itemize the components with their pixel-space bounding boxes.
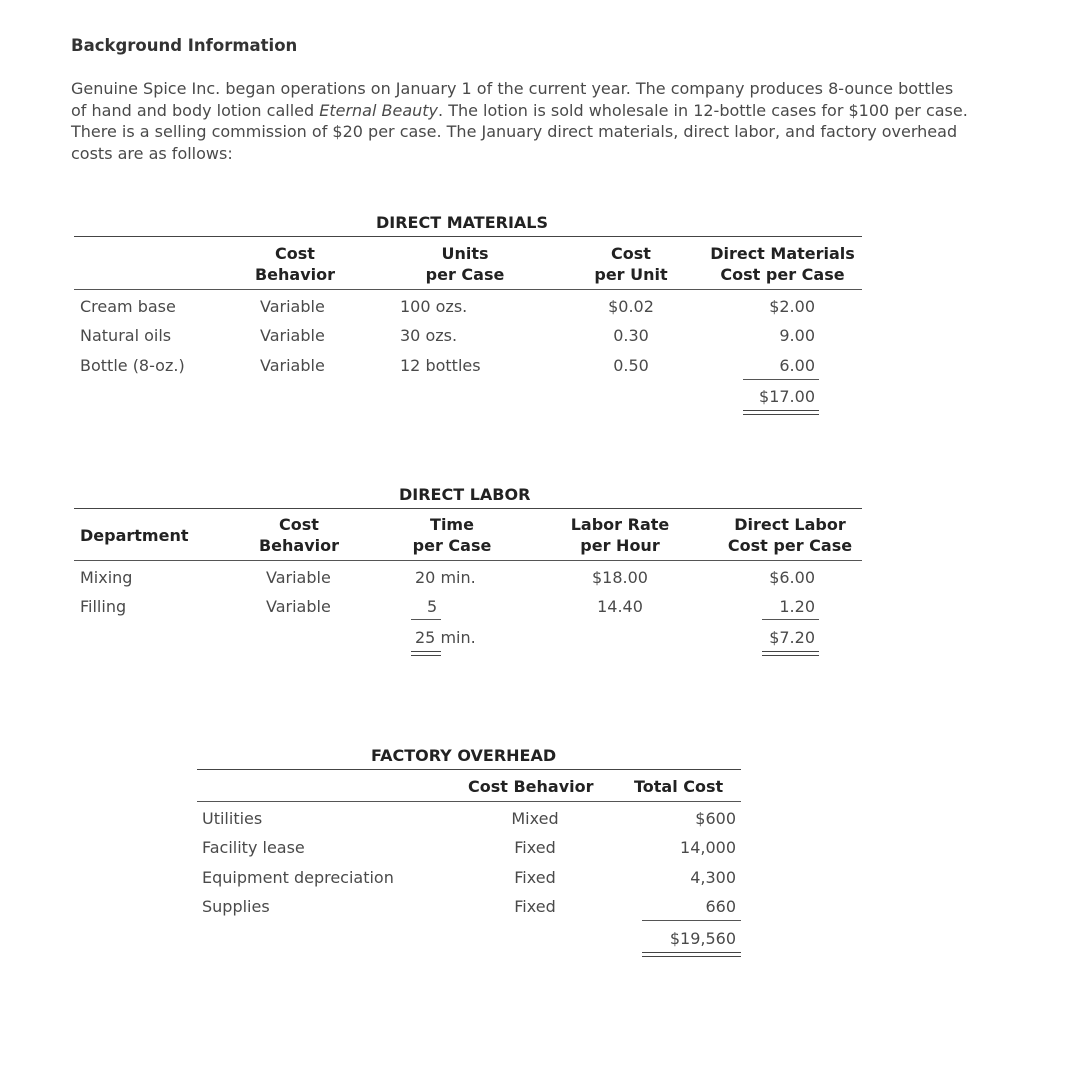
- dl-total-cost: $7.20: [769, 628, 815, 647]
- dl-total-time: 25 min.: [415, 628, 476, 647]
- dm-row-cost-unit: $0.02: [608, 297, 654, 316]
- fo-title: FACTORY OVERHEAD: [371, 746, 557, 765]
- dl-row-dept: Filling: [80, 597, 127, 616]
- fo-row-behavior: Fixed: [514, 897, 556, 916]
- fo-total: $19,560: [669, 929, 736, 948]
- dm-header-units: Units per Case: [425, 244, 505, 284]
- fo-row-total: 660: [705, 897, 736, 916]
- fo-top-rule: [197, 769, 741, 770]
- fo-row-total: $600: [695, 809, 736, 828]
- dm-row-units: 100 ozs.: [400, 297, 468, 316]
- dm-row-behavior: Variable: [260, 326, 325, 345]
- dm-row-item: Natural oils: [80, 326, 172, 345]
- dl-header-cost-case: Direct Labor Cost per Case: [727, 515, 853, 555]
- dl-row-time: 20 min.: [415, 568, 476, 587]
- dm-row-cost-unit: 0.50: [613, 356, 649, 375]
- dl-row-rate: 14.40: [597, 597, 643, 616]
- dm-top-rule: [74, 236, 862, 237]
- fo-row-behavior: Mixed: [511, 809, 559, 828]
- fo-header-rule: [197, 801, 741, 802]
- dl-header-time: Time per Case: [412, 515, 492, 555]
- dl-cost-sum-rule: [762, 619, 819, 620]
- dm-row-units: 12 bottles: [400, 356, 481, 375]
- fo-row-total: 4,300: [690, 868, 736, 887]
- dl-row-time: 5: [427, 597, 438, 616]
- dm-row-item: Bottle (8-oz.): [80, 356, 185, 375]
- dm-row-behavior: Variable: [260, 297, 325, 316]
- fo-row-item: Equipment depreciation: [202, 868, 394, 887]
- fo-row-item: Facility lease: [202, 838, 305, 857]
- fo-header-total: Total Cost: [634, 777, 724, 796]
- intro-text-a: Genuine Spice Inc. began operations on January 1 of the current year. The company produces 8-ounce bottles of hand and body lotion called: [71, 79, 954, 120]
- dl-row-cost-case: 1.20: [779, 597, 815, 616]
- dm-row-cost-case: 9.00: [779, 326, 815, 345]
- dl-row-dept: Mixing: [80, 568, 133, 587]
- fo-row-behavior: Fixed: [514, 868, 556, 887]
- fo-sum-rule: [642, 920, 741, 921]
- intro-text-b: . The lotion is sold wholesale in 12-bottle cases for $100 per case. There is a selling commission of $20 per case. The January direct materials, direct labor, and factory overhead costs are as follows:: [71, 100, 968, 163]
- fo-header-behavior: Cost Behavior: [468, 777, 594, 796]
- fo-row-item: Supplies: [202, 897, 270, 916]
- dm-title: DIRECT MATERIALS: [376, 213, 548, 232]
- dl-row-behavior: Variable: [266, 597, 331, 616]
- dl-header-department: Department: [80, 526, 189, 545]
- product-name: Eternal Beauty: [319, 100, 439, 120]
- dm-total: $17.00: [759, 387, 815, 406]
- dm-total-double-rule: [743, 410, 819, 415]
- dm-sum-rule: [743, 379, 819, 380]
- dm-header-cost-unit: Cost per Unit: [594, 244, 668, 284]
- dm-row-units: 30 ozs.: [400, 326, 458, 345]
- dm-row-cost-case: $2.00: [769, 297, 815, 316]
- dl-header-behavior: Cost Behavior: [258, 515, 340, 555]
- dm-row-cost-unit: 0.30: [613, 326, 649, 345]
- dl-time-double-rule: [411, 651, 441, 656]
- dm-header-rule: [74, 289, 862, 290]
- dm-header-cost-case: Direct Materials Cost per Case: [710, 244, 855, 284]
- dl-time-sum-rule: [411, 619, 441, 620]
- fo-total-double-rule: [642, 952, 741, 957]
- dl-row-cost-case: $6.00: [769, 568, 815, 587]
- dl-header-rate: Labor Rate per Hour: [570, 515, 670, 555]
- dm-row-item: Cream base: [80, 297, 176, 316]
- intro-paragraph: [71, 78, 971, 164]
- dl-row-rate: $18.00: [592, 568, 648, 587]
- dm-header-behavior: Cost Behavior: [254, 244, 336, 284]
- section-heading: Background Information: [71, 36, 298, 55]
- fo-row-behavior: Fixed: [514, 838, 556, 857]
- dl-title: DIRECT LABOR: [399, 485, 531, 504]
- dl-header-rule: [74, 560, 862, 561]
- dl-cost-double-rule: [762, 651, 819, 656]
- dm-row-behavior: Variable: [260, 356, 325, 375]
- dm-row-cost-case: 6.00: [779, 356, 815, 375]
- dl-top-rule: [74, 508, 862, 509]
- dl-row-behavior: Variable: [266, 568, 331, 587]
- fo-row-item: Utilities: [202, 809, 263, 828]
- fo-row-total: 14,000: [680, 838, 736, 857]
